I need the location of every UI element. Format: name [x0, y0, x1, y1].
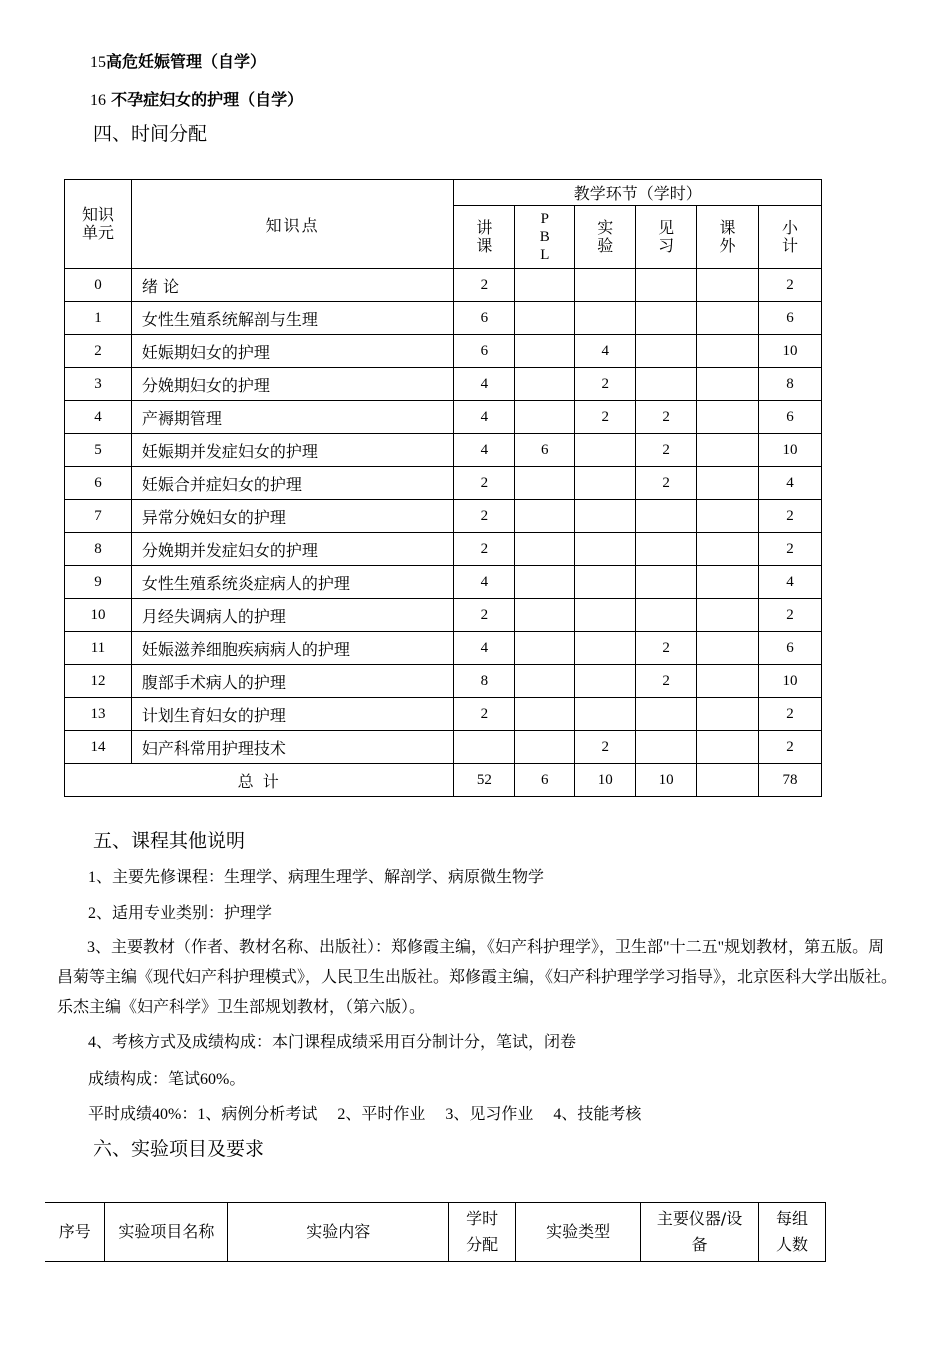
table-row [65, 533, 822, 566]
note-value: 本门课程成绩采用百分制计分，笔试，闭卷 [272, 1032, 577, 1051]
hours-cell [636, 599, 697, 632]
hours-cell [515, 698, 575, 731]
hours-cell [636, 269, 697, 302]
hours-cell: 2 [454, 467, 515, 500]
note-value: 郑修霞主编，《妇产科护理学》，卫生部 [391, 937, 664, 956]
hours-cell [575, 566, 636, 599]
total-cell: 78 [759, 764, 822, 797]
knowledge-point: 绪 论 [131, 269, 454, 302]
hours-cell: 2 [636, 401, 697, 434]
hours-cell [515, 632, 575, 665]
table-row [65, 731, 822, 764]
unit-number: 9 [65, 566, 132, 599]
table-row [65, 269, 822, 302]
unit-number: 10 [65, 599, 132, 632]
header-project-name: 实验项目名称 [105, 1203, 228, 1262]
hours-cell: 2 [759, 698, 822, 731]
item-text: 高危妊娠管理（自学） [106, 52, 267, 71]
note-value: 60%。 [200, 1071, 246, 1088]
hours-cell [515, 401, 575, 434]
total-cell: 6 [515, 764, 575, 797]
hours-cell: 4 [575, 335, 636, 368]
section-4-title: 四、时间分配 [93, 123, 208, 145]
hours-cell: 6 [454, 302, 515, 335]
hours-cell: 2 [454, 599, 515, 632]
total-cell: 10 [575, 764, 636, 797]
hours-cell [515, 731, 575, 764]
hours-cell [575, 302, 636, 335]
knowledge-point: 分娩期并发症妇女的护理 [131, 533, 454, 566]
header-lecture: 讲 课 [454, 206, 515, 269]
unit-number: 4 [65, 401, 132, 434]
knowledge-point: 异常分娩妇女的护理 [131, 500, 454, 533]
hours-cell: 4 [454, 401, 515, 434]
header-lab: 实 验 [575, 206, 636, 269]
note-label: 3、主要教材（作者、教材名称、出版社）： [87, 939, 392, 956]
hours-cell [515, 599, 575, 632]
table-row [65, 302, 822, 335]
hours-cell [697, 533, 759, 566]
hours-cell [697, 335, 759, 368]
unit-number: 11 [65, 632, 132, 665]
table-row [65, 434, 822, 467]
hours-cell [697, 302, 759, 335]
hours-cell: 4 [454, 434, 515, 467]
header-subtotal: 小 计 [759, 206, 822, 269]
note-label: 成绩构成：笔试 [88, 1069, 201, 1088]
item-text: 不孕症妇女的护理（自学） [111, 90, 304, 109]
table-row [65, 632, 822, 665]
header-equipment: 主要仪器/设 备 [641, 1203, 759, 1262]
hours-cell: 2 [636, 665, 697, 698]
knowledge-point: 计划生育妇女的护理 [131, 698, 454, 731]
note-4 [88, 1029, 576, 1052]
hours-cell [515, 368, 575, 401]
hours-cell: 4 [759, 566, 822, 599]
hours-cell [697, 599, 759, 632]
header-group: 教学环节（学时） [454, 180, 822, 206]
hours-cell: 2 [454, 269, 515, 302]
table-row [65, 500, 822, 533]
hours-cell [697, 467, 759, 500]
hours-cell [515, 566, 575, 599]
unit-number: 5 [65, 434, 132, 467]
note-value: 病理生理学、解剖学、病原微生物学 [288, 867, 545, 886]
knowledge-point: 月经失调病人的护理 [131, 599, 454, 632]
hours-cell [515, 335, 575, 368]
hours-cell [515, 665, 575, 698]
header-extra: 课 外 [697, 206, 759, 269]
hours-cell [515, 302, 575, 335]
table-row [65, 467, 822, 500]
knowledge-point: 女性生殖系统炎症病人的护理 [131, 566, 454, 599]
hours-cell [575, 269, 636, 302]
knowledge-point: 妇产科常用护理技术 [131, 731, 454, 764]
section-5-title: 五、课程其他说明 [93, 830, 246, 852]
hours-cell [575, 434, 636, 467]
note-5 [88, 1066, 245, 1089]
table-row [65, 401, 822, 434]
note-6 [88, 1101, 641, 1124]
knowledge-point: 妊娠期并发症妇女的护理 [131, 434, 454, 467]
unit-number: 3 [65, 368, 132, 401]
hours-cell: 2 [575, 731, 636, 764]
hours-cell: 2 [759, 599, 822, 632]
hours-cell: 2 [759, 731, 822, 764]
note-3 [57, 932, 897, 1022]
hours-cell [575, 599, 636, 632]
total-cell [697, 764, 759, 797]
knowledge-point: 妊娠期妇女的护理 [131, 335, 454, 368]
item-16 [90, 87, 303, 110]
hours-cell: 2 [636, 467, 697, 500]
hours-cell: 6 [759, 302, 822, 335]
header-group-size: 每组 人数 [758, 1203, 825, 1262]
hours-cell [697, 665, 759, 698]
hours-cell [697, 632, 759, 665]
hours-cell [697, 401, 759, 434]
knowledge-point: 妊娠滋养细胞疾病病人的护理 [131, 632, 454, 665]
hours-cell [636, 368, 697, 401]
hours-cell [636, 533, 697, 566]
header-content: 实验内容 [228, 1203, 449, 1262]
hours-cell: 6 [759, 632, 822, 665]
hours-cell [697, 500, 759, 533]
hours-cell: 8 [454, 665, 515, 698]
knowledge-point: 女性生殖系统解剖与生理 [131, 302, 454, 335]
hours-cell: 6 [454, 335, 515, 368]
header-unit: 知识 单元 [65, 180, 132, 269]
header-point: 知识点 [131, 180, 454, 269]
hours-cell [575, 632, 636, 665]
header-seq: 序号 [45, 1203, 105, 1262]
hours-cell [454, 731, 515, 764]
unit-number: 1 [65, 302, 132, 335]
item-15 [90, 49, 266, 72]
hours-cell [636, 566, 697, 599]
knowledge-point: 妊娠合并症妇女的护理 [131, 467, 454, 500]
unit-number: 0 [65, 269, 132, 302]
hours-cell [515, 269, 575, 302]
hours-cell [697, 269, 759, 302]
header-practice: 见 习 [636, 206, 697, 269]
table-row [65, 599, 822, 632]
hours-cell [515, 500, 575, 533]
unit-number: 8 [65, 533, 132, 566]
hours-cell [697, 731, 759, 764]
total-cell: 10 [636, 764, 697, 797]
header-pbl: P B L [515, 206, 575, 269]
note-textbooks: "十二五"规划教材，第五版。周昌菊等主编《现代妇产科护理模式》，人民卫生出版社。郑修霞主编，《妇产科护理学学习指导》，北京医科大学出版社。乐杰主编《妇产科学》卫生部规划教材，（第六版）。 [57, 939, 898, 1016]
hours-cell [575, 698, 636, 731]
table-row [65, 335, 822, 368]
hours-cell: 8 [759, 368, 822, 401]
total-label: 总 计 [65, 764, 454, 797]
note-label: 平时成绩 [88, 1104, 153, 1123]
unit-number: 6 [65, 467, 132, 500]
note-label: 2、适用专业类别： [88, 905, 225, 922]
hours-cell: 2 [575, 368, 636, 401]
hours-cell [697, 566, 759, 599]
header-hours: 学时 分配 [449, 1203, 516, 1262]
hours-cell: 2 [636, 434, 697, 467]
hours-cell: 4 [454, 368, 515, 401]
note-label: 1、主要先修课程：生理学、 [88, 869, 289, 886]
note-label: 4、考核方式及成绩构成： [88, 1034, 273, 1051]
unit-number: 12 [65, 665, 132, 698]
note-1 [88, 864, 544, 887]
item-num: 16 [90, 92, 106, 109]
hours-cell: 10 [759, 335, 822, 368]
hours-cell: 2 [454, 500, 515, 533]
total-cell: 52 [454, 764, 515, 797]
table-row [65, 566, 822, 599]
item-num: 15 [90, 54, 106, 71]
table-row [65, 665, 822, 698]
hours-cell: 2 [759, 500, 822, 533]
hours-cell [697, 368, 759, 401]
hours-cell [636, 302, 697, 335]
note-value: 护理学 [224, 903, 273, 922]
unit-number: 2 [65, 335, 132, 368]
hours-cell: 4 [454, 632, 515, 665]
unit-number: 13 [65, 698, 132, 731]
table-row [65, 368, 822, 401]
hours-cell [636, 698, 697, 731]
knowledge-point: 分娩期妇女的护理 [131, 368, 454, 401]
hours-cell [575, 467, 636, 500]
hours-cell [515, 533, 575, 566]
hours-cell [575, 500, 636, 533]
knowledge-point: 产褥期管理 [131, 401, 454, 434]
hours-cell: 6 [759, 401, 822, 434]
hours-cell [636, 335, 697, 368]
hours-cell: 2 [454, 698, 515, 731]
table-row [65, 698, 822, 731]
time-allocation-table [64, 179, 822, 797]
hours-cell: 2 [454, 533, 515, 566]
hours-cell: 2 [759, 269, 822, 302]
hours-cell: 2 [636, 632, 697, 665]
hours-cell [636, 731, 697, 764]
hours-cell: 10 [759, 665, 822, 698]
hours-cell: 4 [759, 467, 822, 500]
hours-cell: 2 [575, 401, 636, 434]
hours-cell: 4 [454, 566, 515, 599]
experiment-table [45, 1202, 826, 1262]
unit-number: 7 [65, 500, 132, 533]
hours-cell: 10 [759, 434, 822, 467]
unit-number: 14 [65, 731, 132, 764]
hours-cell [636, 500, 697, 533]
header-type: 实验类型 [516, 1203, 641, 1262]
section-6-title: 六、实验项目及要求 [93, 1138, 265, 1160]
hours-cell [697, 434, 759, 467]
hours-cell [515, 467, 575, 500]
knowledge-point: 腹部手术病人的护理 [131, 665, 454, 698]
hours-cell: 2 [759, 533, 822, 566]
note-value: 40%：1、病例分析考试 2、平时作业 3、见习作业 4、技能考核 [152, 1106, 642, 1123]
note-2 [88, 900, 272, 923]
hours-cell [697, 698, 759, 731]
hours-cell [575, 533, 636, 566]
hours-cell: 6 [515, 434, 575, 467]
hours-cell [575, 665, 636, 698]
